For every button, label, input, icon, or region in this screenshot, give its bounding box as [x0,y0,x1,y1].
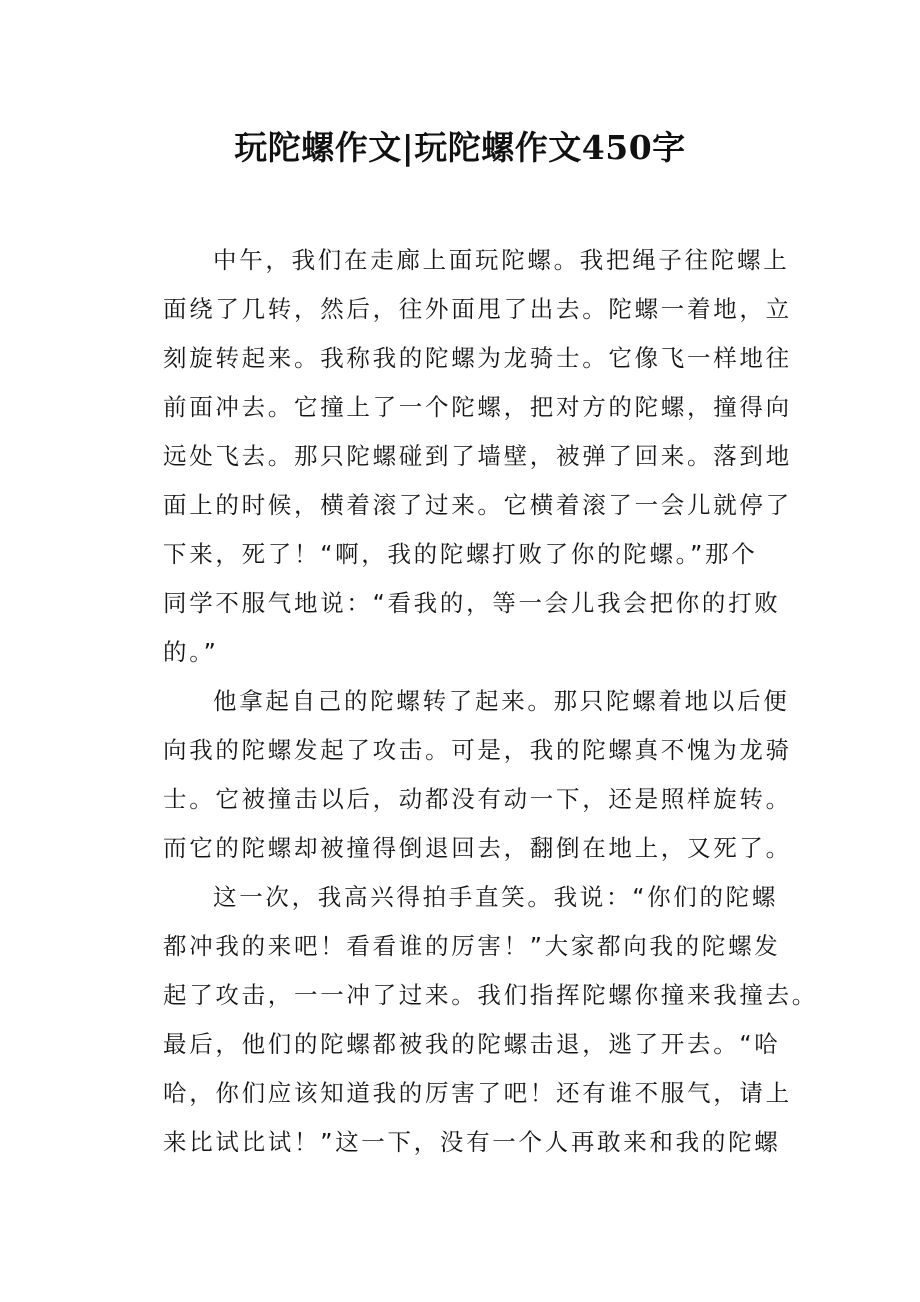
paragraph-1-line-4: 前面冲去。它撞上了一个陀螺，把对方的陀螺，撞得向 [163,393,792,421]
paragraph-1-line-6: 面上的时候，横着滚了过来。它横着滚了一会儿就停了 [163,491,792,519]
paragraph-3-line-3: 起了攻击，一一冲了过来。我们指挥陀螺你撞来我撞去。 [163,981,818,1009]
paragraph-3-line-1: 这一次，我高兴得拍手直笑。我说：“你们的陀螺 [213,883,779,911]
paragraph-3-line-2: 都冲我的来吧！看看谁的厉害！”大家都向我的陀螺发 [163,932,781,960]
paragraph-2-line-4: 而它的陀螺却被撞得倒退回去，翻倒在地上，又死了。 [163,834,792,862]
paragraph-1-line-3: 刻旋转起来。我称我的陀螺为龙骑士。它像飞一样地往 [163,344,792,372]
paragraph-1-line-2: 面绕了几转，然后，往外面甩了出去。陀螺一着地，立 [163,295,792,323]
paragraph-1-line-5: 远处飞去。那只陀螺碰到了墙壁，被弹了回来。落到地 [163,442,792,470]
paragraph-1-line-8: 同学不服气地说：“看我的，等一会儿我会把你的打败 [163,589,781,617]
paragraph-1-line-1: 中午，我们在走廊上面玩陀螺。我把绳子往陀螺上 [213,246,790,274]
paragraph-3-line-5: 哈，你们应该知道我的厉害了吧！还有谁不服气，请上 [163,1079,792,1107]
article-body [163,240,818,1171]
paragraph-2-line-1: 他拿起自己的陀螺转了起来。那只陀螺着地以后便 [213,687,790,715]
paragraph-2-line-3: 士。它被撞击以后，动都没有动一下，还是照样旋转。 [163,785,792,813]
paragraph-2-line-2: 向我的陀螺发起了攻击。可是，我的陀螺真不愧为龙骑 [163,736,792,764]
paragraph-3-line-6: 来比试比试！”这一下，没有一个人再敢来和我的陀螺 [163,1128,781,1156]
page-title: 玩陀螺作文|玩陀螺作文450字 [234,128,686,167]
paragraph-3-line-4: 最后，他们的陀螺都被我的陀螺击退，逃了开去。“哈 [163,1030,781,1058]
paragraph-1-line-7: 下来，死了！“啊，我的陀螺打败了你的陀螺。”那个 [163,540,758,568]
paragraph-1-line-9: 的。” [163,638,219,666]
